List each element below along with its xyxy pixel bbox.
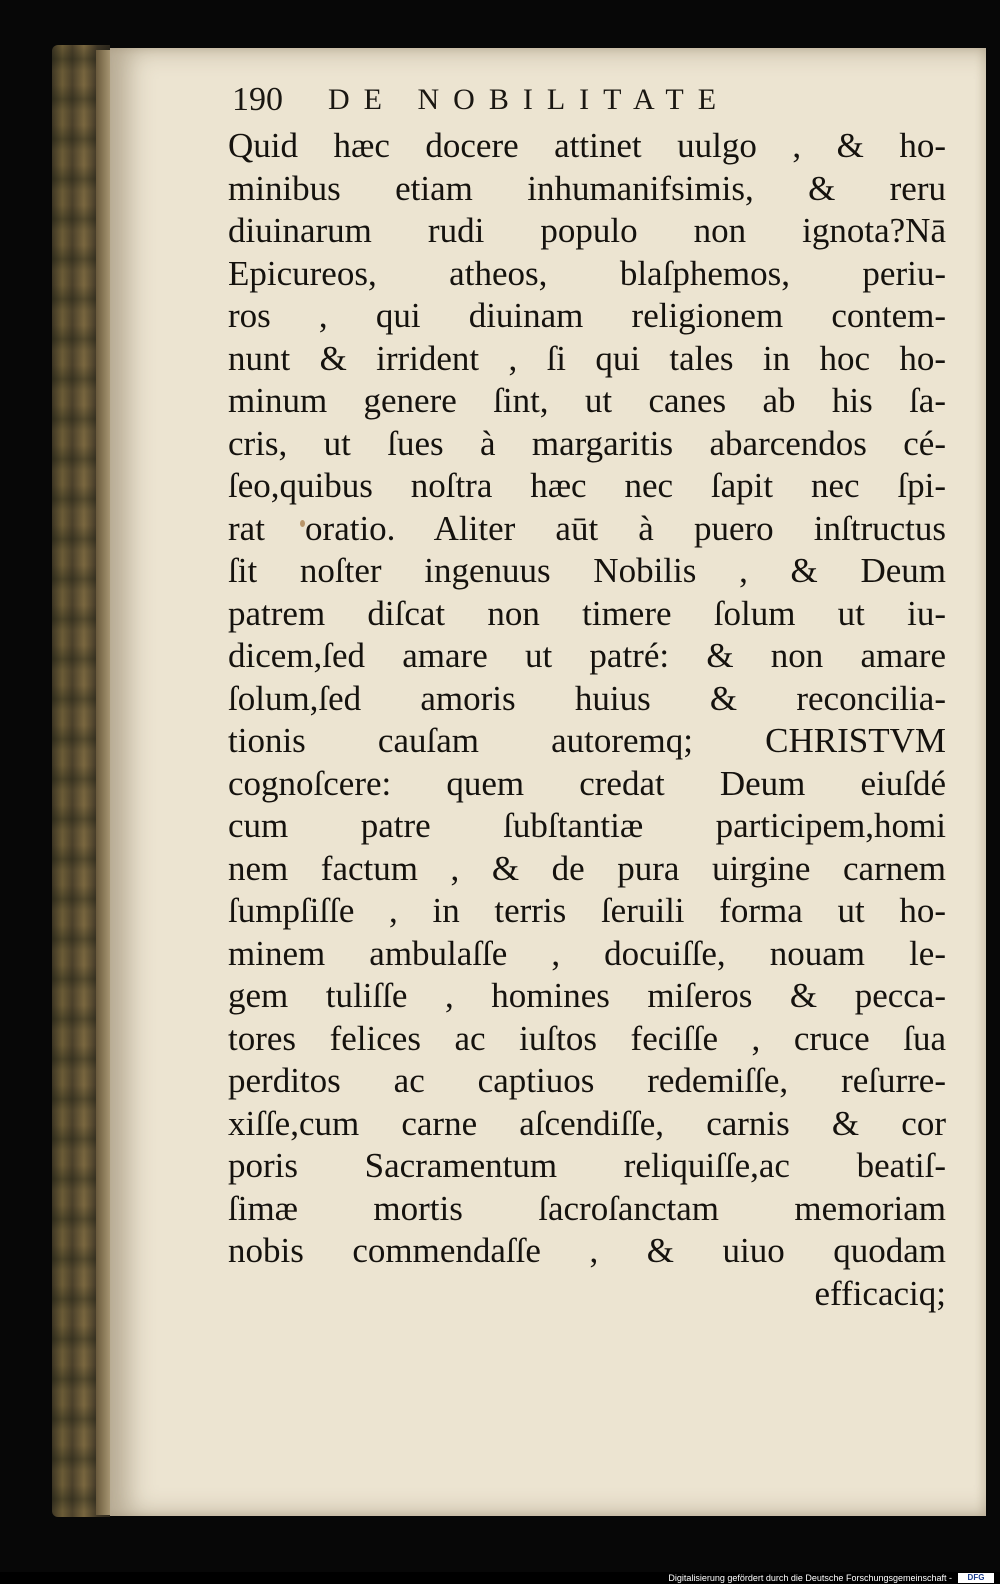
text-line: tionis cauſam autoremq; CHRISTVM [228,721,946,760]
text-line: tores felices ac iuſtos feciſſe , cruce ſua [228,1018,946,1058]
text-line: patrem diſcat non timere ſolum ut iu- [228,593,946,633]
text-line: ſumpſiſſe , in terris ſeruili forma ut ho- [228,891,946,930]
text-line: rat oratio. Aliter aūt à puero inſtructus [228,508,946,548]
text-line: ſolum,ſed amoris huius & reconcilia- [228,678,946,718]
text-line: dicem,ſed amare ut patré: & non amare [228,636,946,675]
text-line: cris, ut ſues à margaritis abarcendos cé- [228,423,946,463]
running-title: DE NOBILITATE [328,83,731,116]
text-line: perditos ac captiuos redemiſſe, reſurre- [228,1061,946,1100]
text-line: minem ambulaſſe , docuiſſe, nouam le- [228,933,946,973]
text-line: ſimæ mortis ſacroſanctam memoriam [228,1188,946,1228]
text-line: ros , qui diuinam religionem contem- [228,296,946,335]
page-header [232,80,892,120]
text-line: diuinarum rudi populo non ignota?Nā [228,211,946,250]
text-line: gem tuliſſe , homines miſeros & pecca- [228,976,946,1015]
text-line: poris Sacramentum reliquiſſe,ac beatiſ- [228,1146,946,1185]
text-line: minibus etiam inhumanifsimis, & reru [228,168,946,208]
text-line: nem factum , & de pura uirgine carnem [228,848,946,888]
text-line: ſit noſter ingenuus Nobilis , & Deum [228,551,946,590]
page-number: 190 [232,81,283,118]
text-line: nunt & irrident , ſi qui tales in hoc ho- [228,338,946,378]
text-line: ſeo,quibus noſtra hæc nec ſapit nec ſpi- [228,466,946,505]
text-line: Epicureos, atheos, blaſphemos, periu- [228,253,946,293]
text-line: cum patre ſubſtantiæ participem,homi [228,806,946,845]
text-line: cognoſcere: quem credat Deum eiuſdé [228,763,946,803]
text-line: Quid hæc docere attinet uulgo , & ho- [228,126,946,165]
text-line: minum genere ſint, ut canes ab his ſa- [228,381,946,420]
catchword: efficaciq; [814,1274,946,1313]
dfg-logo: DFG [958,1573,994,1583]
text-line: nobis commendaſſe , & uiuo quodam [228,1231,946,1270]
text-line: xiſſe,cum carne aſcendiſſe, carnis & cor [228,1103,946,1143]
body-text [228,125,946,1313]
footer-bar [0,1572,1000,1584]
funding-credit: Digitalisierung gefördert durch die Deutsche Forschungsgemeinschaft - [668,1573,952,1583]
